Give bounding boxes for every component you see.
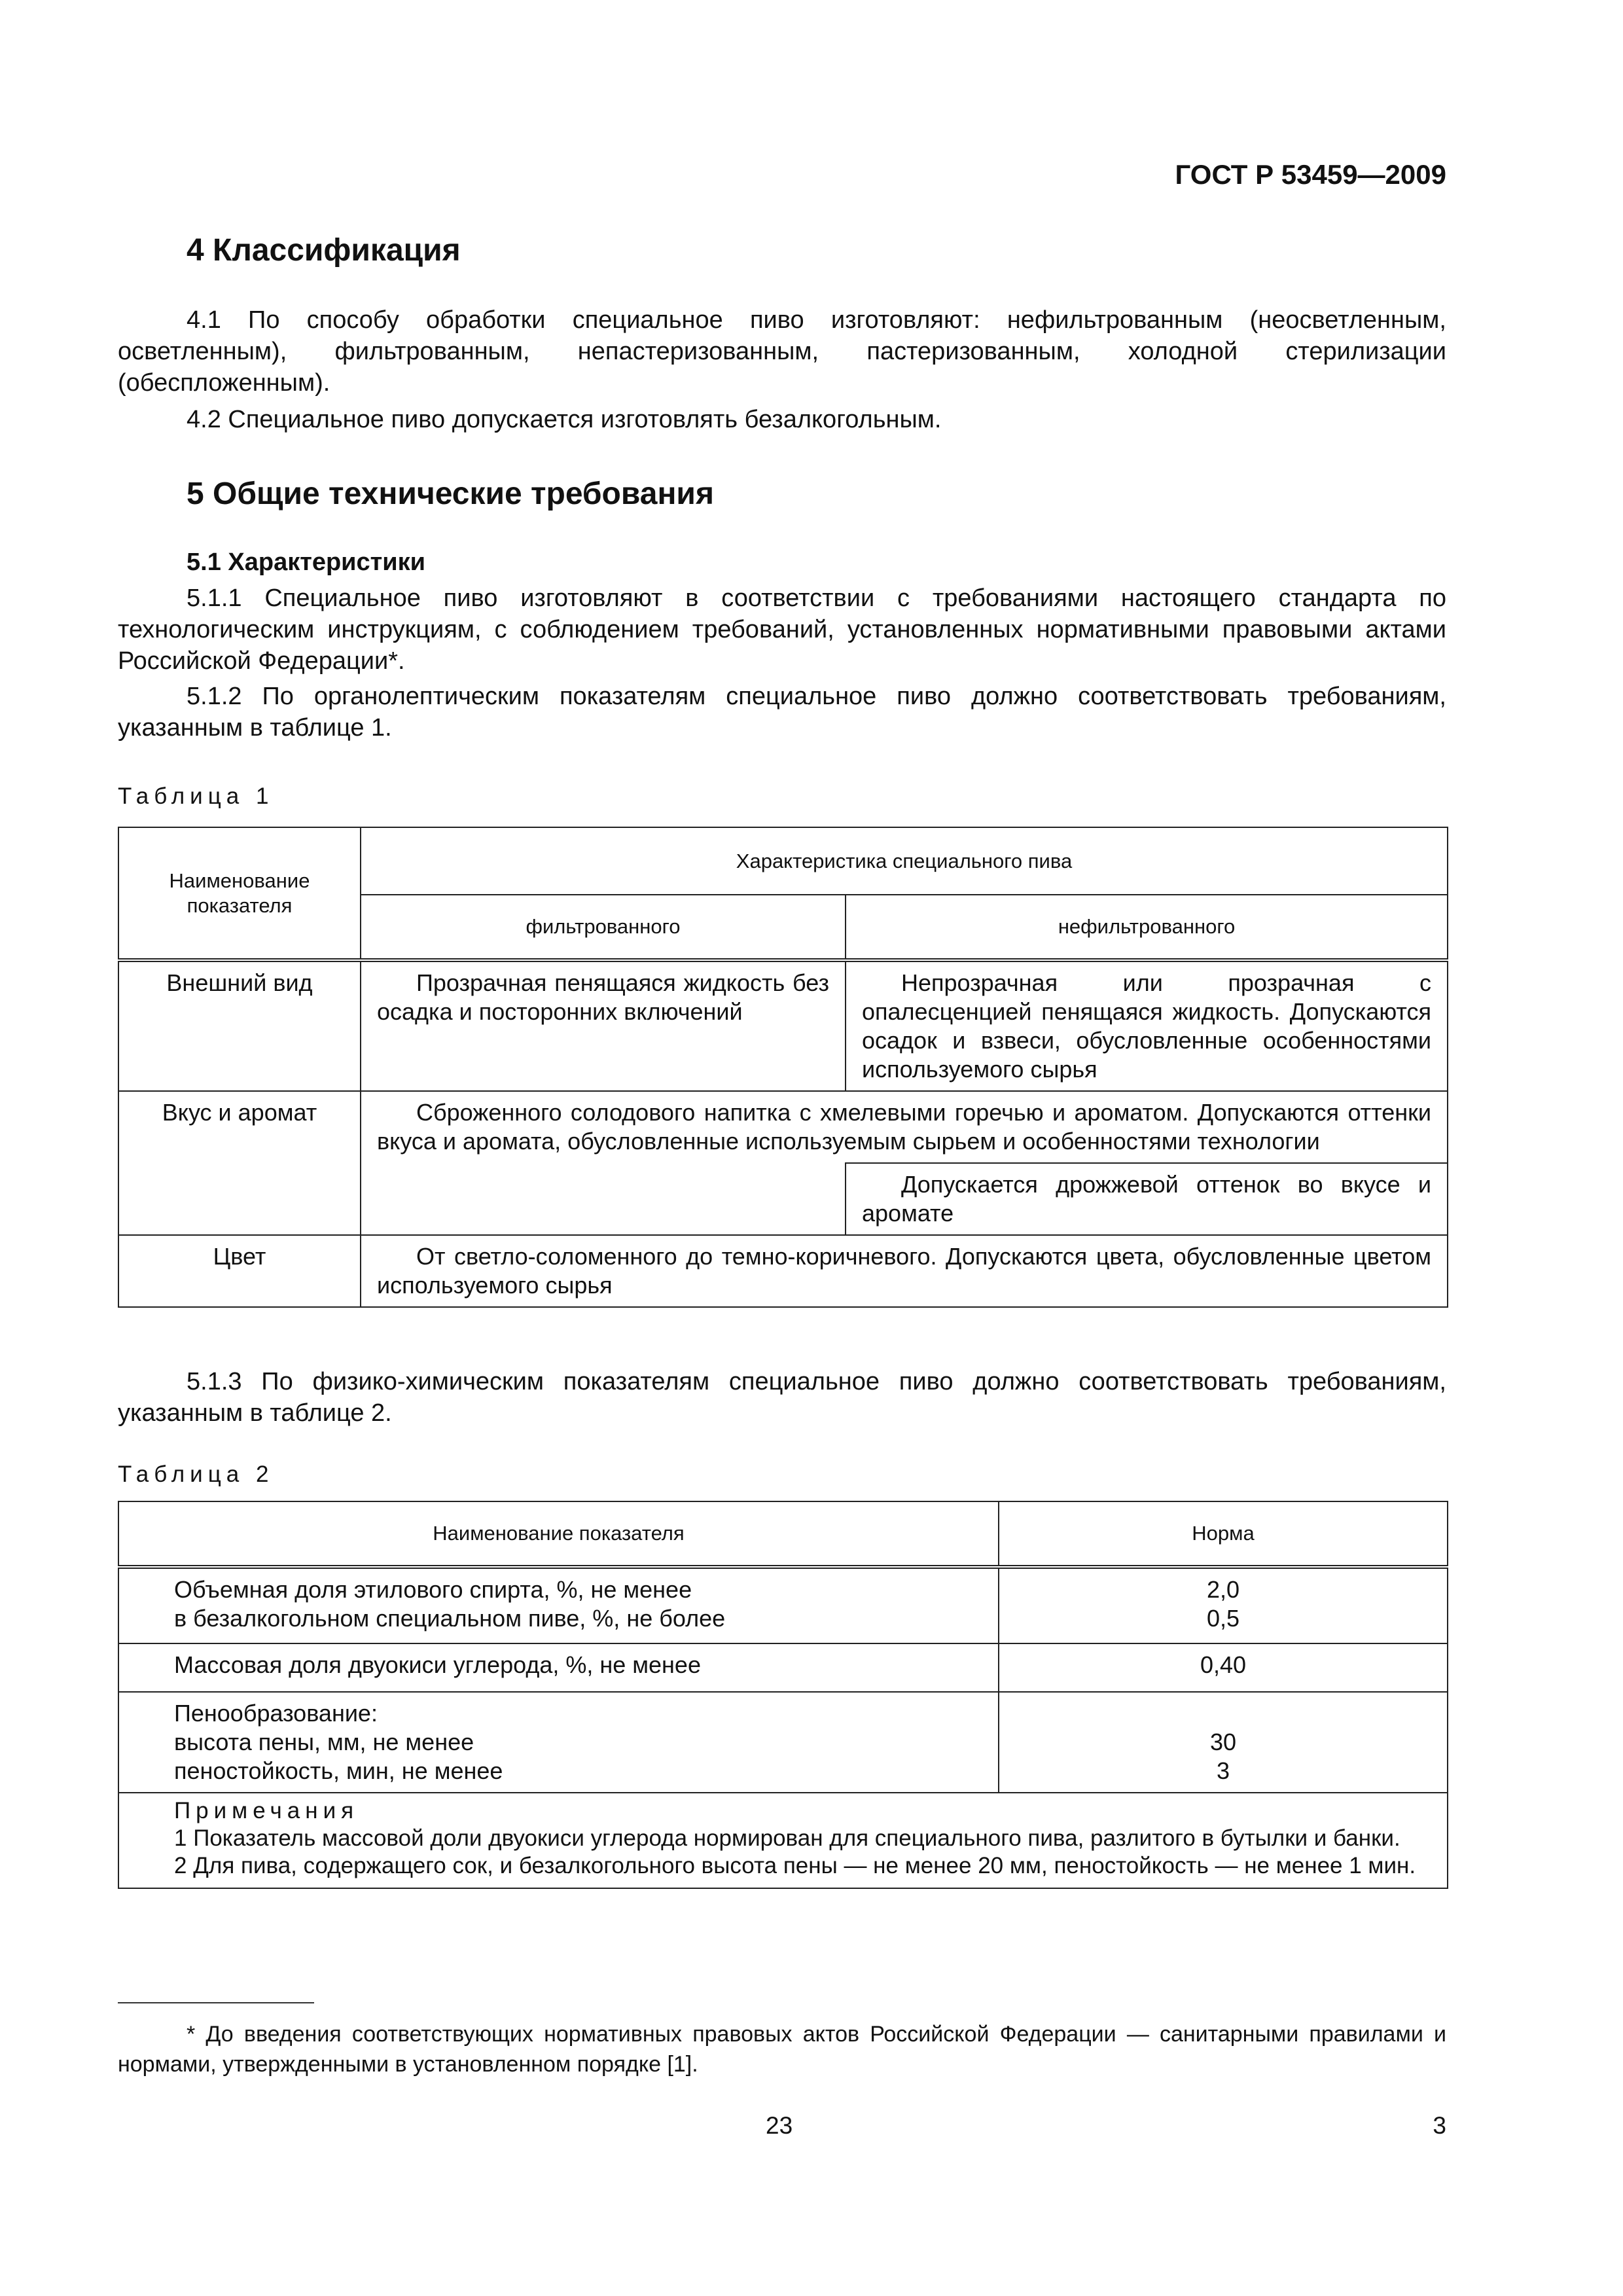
- table-1-caption: Таблица 1: [118, 783, 274, 809]
- alcohol-line-2: в безалкогольном специальном пиве, %, не более: [174, 1605, 726, 1632]
- table-1: [118, 827, 1448, 1308]
- page-number-right: 3: [1433, 2112, 1446, 2139]
- table-2-header-norm: Норма: [999, 1501, 1448, 1567]
- table-2-row-co2-value: 0,40: [999, 1643, 1448, 1692]
- paragraph-5-1-2: 5.1.2 По органолептическим показателям специальное пиво должно соответствовать требованиям, указанным в таблице 1.: [118, 683, 1446, 742]
- foam-line-2: высота пены, мм, не менее: [174, 1729, 474, 1755]
- section-5-title: 5 Общие технические требования: [187, 476, 714, 511]
- subsection-5-1-title: 5.1 Характеристики: [187, 548, 426, 576]
- page-number-center: 23: [766, 2112, 793, 2139]
- table-2-row-alcohol-name: [118, 1567, 999, 1643]
- alcohol-value-1: 2,0: [1206, 1576, 1240, 1603]
- table-1-header-filtered: фильтрованного: [361, 895, 846, 960]
- table-2: [118, 1501, 1448, 1889]
- paragraph-4-1: 4.1 По способу обработки специальное пиво изготовляют: нефильтрованным (неосветленным, осветленным), фильтрованным, непастеризованным, пастеризованным, холодной стерилизации (обеспложенным).: [118, 306, 1446, 397]
- table-2-notes: [118, 1793, 1448, 1888]
- paragraph-4-2: 4.2 Специальное пиво допускается изготовлять безалкогольным.: [187, 406, 942, 433]
- table-2-caption: Таблица 2: [118, 1462, 274, 1487]
- table-2-header-name: Наименование показателя: [118, 1501, 999, 1567]
- table-1-row-appearance-filtered: Прозрачная пенящаяся жидкость без осадка и посторонних включений: [361, 960, 846, 1091]
- table-2-row-foam-value: [999, 1692, 1448, 1793]
- footnote: * До введения соответствующих нормативных правовых актов Российской Федерации — санитарными правилами и нормами, утвержденными в установленном порядке [1].: [118, 2022, 1446, 2077]
- foam-line-1: Пенообразование:: [174, 1700, 378, 1727]
- foam-value-stability: 3: [1216, 1757, 1230, 1784]
- foam-value-height: 30: [1209, 1729, 1237, 1755]
- table-1-row-taste-unfiltered: Допускается дрожжевой оттенок во вкусе и аромате: [846, 1163, 1448, 1235]
- paragraph-5-1-1: 5.1.1 Специальное пиво изготовляют в соответствии с требованиями настоящего стандарта по технологическим инструкциям, с соблюдением требований, установленных нормативными правовыми актами Российской Федерации*.: [118, 584, 1446, 675]
- alcohol-value-2: 0,5: [1206, 1605, 1240, 1632]
- section-4-title: 4 Классификация: [187, 233, 461, 268]
- note-1: 1 Показатель массовой доли двуокиси углерода нормирован для специального пива, разлитого в бутылки и банки.: [174, 1825, 1400, 1851]
- table-1-row-taste-filtered-empty: [361, 1163, 846, 1235]
- table-1-row-color-name: Цвет: [118, 1235, 361, 1307]
- table-1-header-name: Наименование показателя: [118, 827, 361, 960]
- table-1-row-color-common: От светло-соломенного до темно-коричневого. Допускаются цвета, обусловленные цветом используемого сырья: [361, 1235, 1448, 1307]
- foam-line-3: пеностойкость, мин, не менее: [174, 1757, 503, 1784]
- notes-title: Примечания: [174, 1798, 359, 1823]
- table-1-row-taste-common: Сброженного солодового напитка с хмелевыми горечью и ароматом. Допускаются оттенки вкуса и аромата, обусловленные используемым сырьем и особенностями технологии: [361, 1091, 1448, 1163]
- note-2: 2 Для пива, содержащего сок, и безалкогольного высота пены — не менее 20 мм, пеностойкость — не менее 1 мин.: [174, 1853, 1416, 1878]
- table-2-row-co2-name: Массовая доля двуокиси углерода, %, не менее: [118, 1643, 999, 1692]
- table-1-row-taste-name: Вкус и аромат: [118, 1091, 361, 1235]
- alcohol-line-1: Объемная доля этилового спирта, %, не менее: [174, 1576, 692, 1603]
- table-2-row-alcohol-value: [999, 1567, 1448, 1643]
- table-1-header-unfiltered: нефильтрованного: [846, 895, 1448, 960]
- table-1-header-characteristic: Характеристика специального пива: [361, 827, 1448, 895]
- footnote-divider: [118, 2002, 314, 2003]
- paragraph-5-1-3: 5.1.3 По физико-химическим показателям специальное пиво должно соответствовать требованиям, указанным в таблице 2.: [118, 1368, 1446, 1427]
- table-1-row-appearance-name: Внешний вид: [118, 960, 361, 1091]
- table-1-row-appearance-unfiltered: Непрозрачная или прозрачная с опалесценцией пенящаяся жидкость. Допускаются осадок и взвеси, обусловленные особенностями используемого сырья: [846, 960, 1448, 1091]
- document-header: ГОСТ Р 53459—2009: [1175, 159, 1446, 190]
- table-2-row-foam-name: [118, 1692, 999, 1793]
